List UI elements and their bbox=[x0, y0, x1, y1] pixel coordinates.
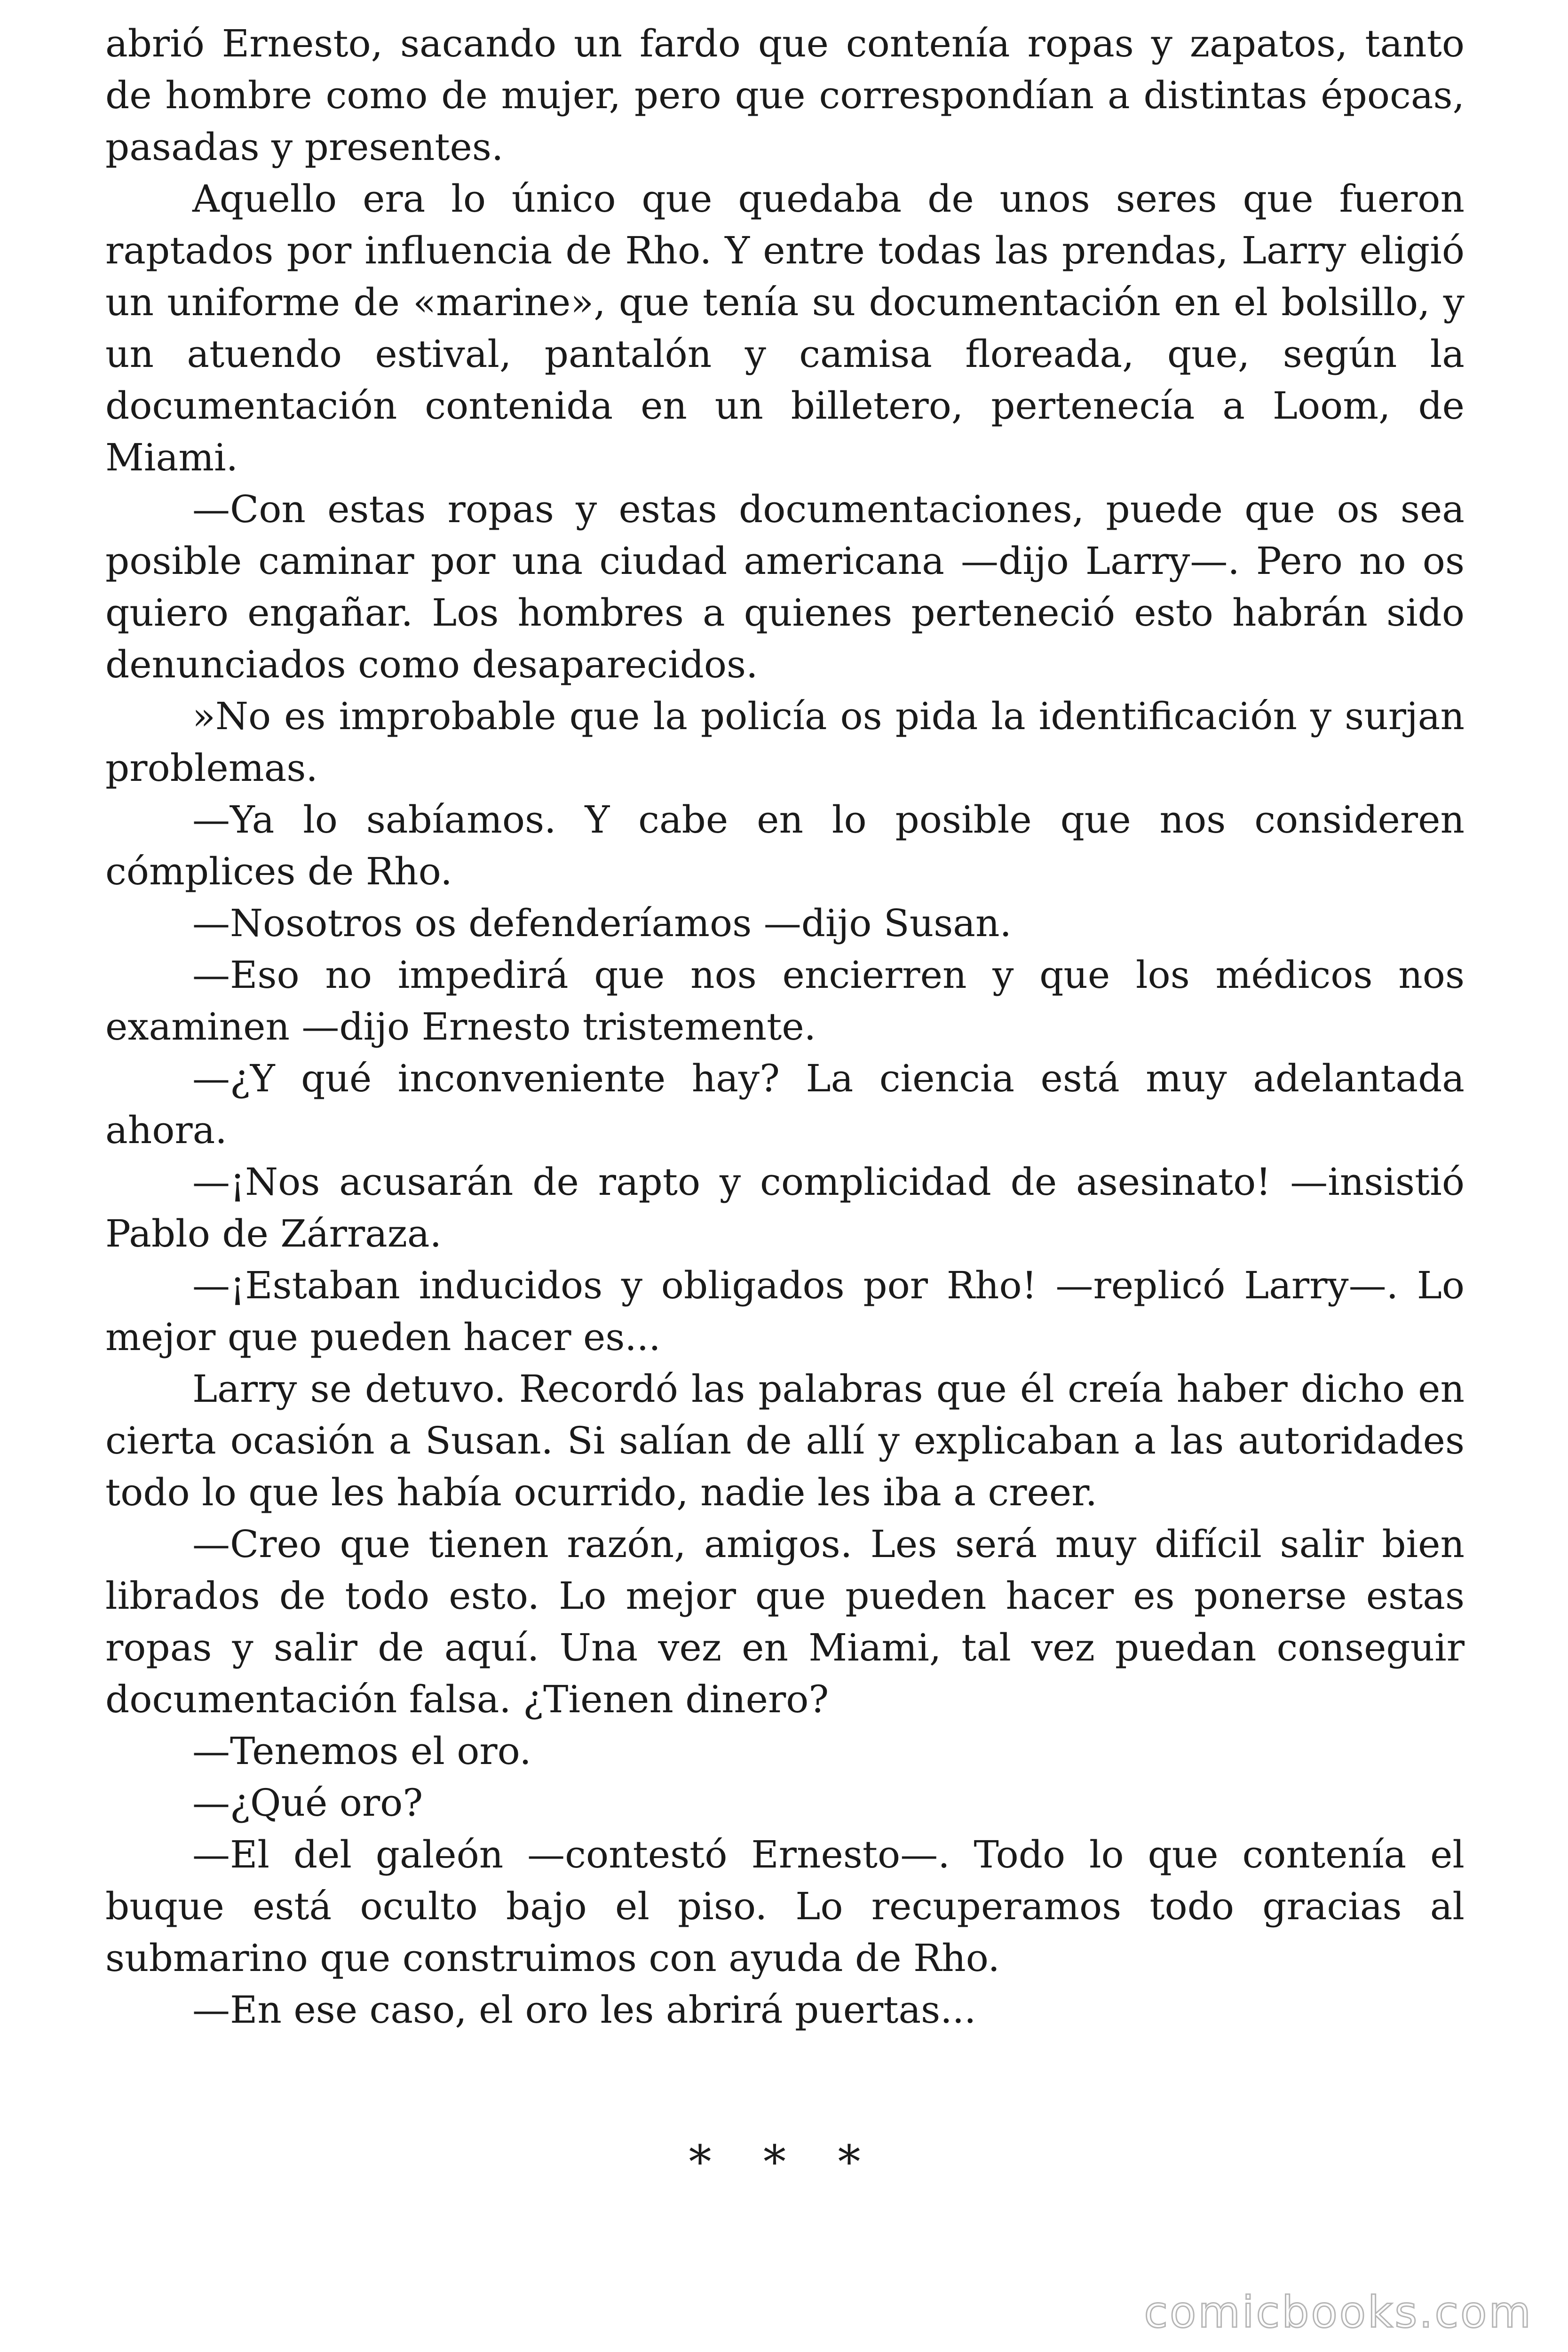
paragraph: Larry se detuvo. Recordó las palabras que él creía haber dicho en cierta ocasión a Susan. Si salían de allí y explicaban a las autoridades todo lo que les había ocurrido, nadie les iba a creer. bbox=[105, 1367, 1465, 1514]
paragraph: —El del galeón —contestó Ernesto—. Todo lo que contenía el buque está oculto bajo el piso. Lo recuperamos todo gracias al submarino que construimos con ayuda de Rho. bbox=[105, 1833, 1465, 1980]
paragraph: —¡Estaban inducidos y obligados por Rho! —replicó Larry—. Lo mejor que pueden hacer es... bbox=[105, 1263, 1465, 1359]
paragraph: —¡Nos acusarán de rapto y complicidad de asesinato! —insistió Pablo de Zárraza. bbox=[105, 1160, 1465, 1255]
paragraph: —¿Y qué inconveniente hay? La ciencia está muy adelantada ahora. bbox=[105, 1057, 1465, 1152]
watermark: comicbooks.com bbox=[1144, 2287, 1533, 2337]
paragraph: —En ese caso, el oro les abrirá puertas... bbox=[192, 1988, 976, 2032]
paragraph: —¿Qué oro? bbox=[192, 1781, 423, 1825]
section-separator: * * * bbox=[689, 2136, 879, 2188]
paragraph: abrió Ernesto, sacando un fardo que contenía ropas y zapatos, tanto de hombre como de mujer, pero que correspondían a distintas épocas, pasadas y presentes. bbox=[105, 22, 1465, 169]
paragraph: —Tenemos el oro. bbox=[192, 1729, 531, 1773]
paragraph: —Creo que tienen razón, amigos. Les será muy difícil salir bien librados de todo esto. Lo mejor que pueden hacer es ponerse estas ropas y salir de aquí. Una vez en Miami, tal vez puedan conseguir documentación falsa. ¿Tienen dinero? bbox=[105, 1522, 1465, 1721]
page-body bbox=[105, 18, 1465, 2036]
paragraph: »No es improbable que la policía os pida la identificación y surjan problemas. bbox=[105, 694, 1465, 790]
paragraph: —Eso no impedirá que nos encierren y que los médicos nos examinen —dijo Ernesto tristemente. bbox=[105, 953, 1465, 1049]
paragraph: Aquello era lo único que quedaba de unos seres que fueron raptados por influencia de Rho. Y entre todas las prendas, Larry eligió un uniforme de «marine», que tenía su documentación en el bolsillo, y un atuendo estival, pantalón y camisa floreada, que, según la documentación contenida en un billetero, pertenecía a Loom, de Miami. bbox=[105, 177, 1465, 479]
paragraph: —Nosotros os defenderíamos —dijo Susan. bbox=[192, 901, 1012, 945]
paragraph: —Ya lo sabíamos. Y cabe en lo posible que nos consideren cómplices de Rho. bbox=[105, 798, 1465, 893]
paragraph: —Con estas ropas y estas documentaciones, puede que os sea posible caminar por una ciudad americana —dijo Larry—. Pero no os quiero engañar. Los hombres a quienes perteneció esto habrán sido denunciados como desaparecidos. bbox=[105, 487, 1465, 686]
